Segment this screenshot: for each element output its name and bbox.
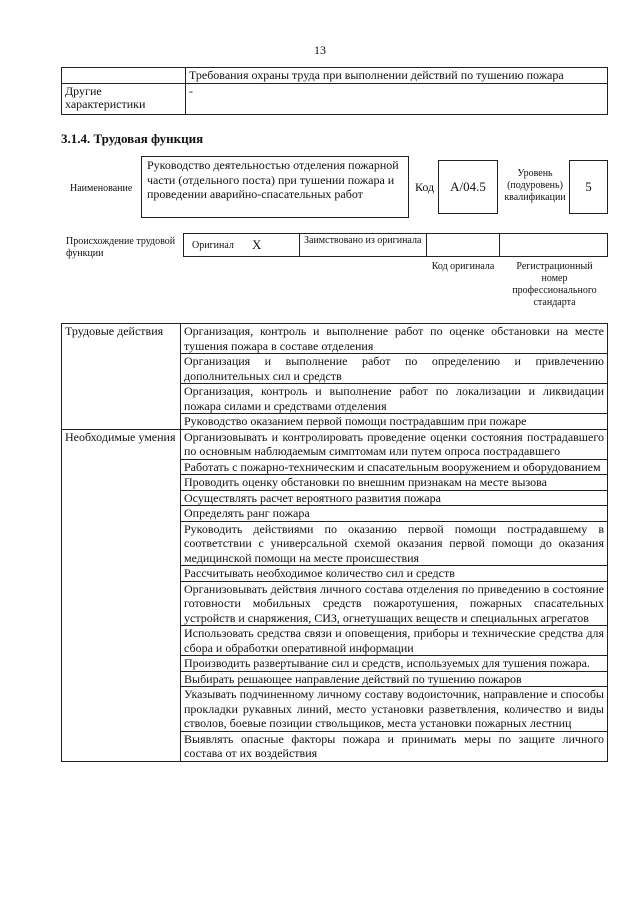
code-original-box bbox=[426, 233, 500, 257]
item-cell: Проводить оценку обстановки по внешним признакам на месте вызова bbox=[181, 475, 608, 491]
code-label: Код bbox=[415, 180, 435, 194]
origin-label: Происхождение трудовой функции bbox=[66, 236, 176, 259]
table-row bbox=[62, 324, 608, 354]
item-cell: Организация, контроль и выполнение работ по локализации и ликвидации пожара силами и средствами отделения bbox=[181, 384, 608, 414]
item-cell: Организовывать действия личного состава отделения по приведению в состояние готовности мобильных средств пожаротушения, пожарных спасательных устройств и снаряжения, СИЗ, огнетушащих веществ и специальных агрегатов bbox=[181, 581, 608, 626]
item-cell: Производить развертывание сил и средств, используемых для тушения пожара. bbox=[181, 656, 608, 672]
original-mark: X bbox=[252, 237, 262, 252]
table-cell-label: Другие характеристики bbox=[62, 84, 186, 115]
table-row bbox=[62, 429, 608, 459]
code-value-box: А/04.5 bbox=[438, 160, 498, 214]
table-cell-value: Требования охраны труда при выполнении действий по тушению пожара bbox=[186, 68, 608, 84]
item-cell: Организовывать и контролировать проведение оценки состояния пострадавшего по основным наблюдаемым симптомам или путем опроса пострадавшего bbox=[181, 429, 608, 459]
borrowed-label: Заимствовано из оригинала bbox=[304, 235, 422, 246]
original-label: Оригинал bbox=[192, 240, 234, 251]
category-cell: Трудовые действия bbox=[62, 324, 181, 430]
table-cell-value: - bbox=[186, 84, 608, 115]
reg-number-box bbox=[499, 233, 608, 257]
item-cell: Определять ранг пожара bbox=[181, 506, 608, 522]
item-cell: Использовать средства связи и оповещения, приборы и технические средства для сбора и обработки оперативной информации bbox=[181, 626, 608, 656]
item-cell: Осуществлять расчет вероятного развития пожара bbox=[181, 490, 608, 506]
level-value-box: 5 bbox=[569, 160, 608, 214]
labor-function-table bbox=[61, 323, 608, 762]
item-cell: Выбирать решающее направление действий по тушению пожаров bbox=[181, 671, 608, 687]
section-title: 3.1.4. Трудовая функция bbox=[61, 131, 204, 146]
item-cell: Работать с пожарно-техническим и спасательным вооружением и оборудованием bbox=[181, 459, 608, 475]
name-label: Наименование bbox=[70, 183, 133, 194]
item-cell: Руководить действиями по оказанию первой помощи пострадавшему в соответствии с универсальной схемой оказания первой помощи до оказания медицинской помощи на месте происшествия bbox=[181, 521, 608, 566]
code-original-label: Код оригинала bbox=[431, 261, 495, 272]
level-label: Уровень (подуровень) квалификации bbox=[504, 168, 566, 203]
table-row bbox=[62, 68, 608, 84]
category-cell: Необходимые умения bbox=[62, 429, 181, 761]
table-row bbox=[62, 84, 608, 115]
reg-number-label: Регистрационный номер профессионального стандарта bbox=[512, 261, 597, 308]
item-cell: Рассчитывать необходимое количество сил и средств bbox=[181, 566, 608, 582]
table-cell-label bbox=[62, 68, 186, 84]
borrowed-box bbox=[299, 233, 427, 257]
function-name-box: Руководство деятельностью отделения пожарной части (отдельного поста) при тушении пожара и проведении аварийно-спасательных работ bbox=[141, 156, 409, 218]
item-cell: Указывать подчиненному личному составу водоисточник, направление и способы прокладки рукавных линий, место установки разветвления, количество и виды стволов, боевые позиции ствольщиков, места установки пожарных лестниц bbox=[181, 687, 608, 732]
item-cell: Выявлять опасные факторы пожара и принимать меры по защите личного состава от их воздействия bbox=[181, 731, 608, 761]
requirements-table bbox=[61, 67, 608, 115]
item-cell: Организация, контроль и выполнение работ по оценке обстановки на месте тушения пожара в составе отделения bbox=[181, 324, 608, 354]
item-cell: Руководство оказанием первой помощи пострадавшим при пожаре bbox=[181, 414, 608, 430]
item-cell: Организация и выполнение работ по определению и привлечению дополнительных сил и средств bbox=[181, 354, 608, 384]
page-number: 13 bbox=[314, 43, 326, 57]
